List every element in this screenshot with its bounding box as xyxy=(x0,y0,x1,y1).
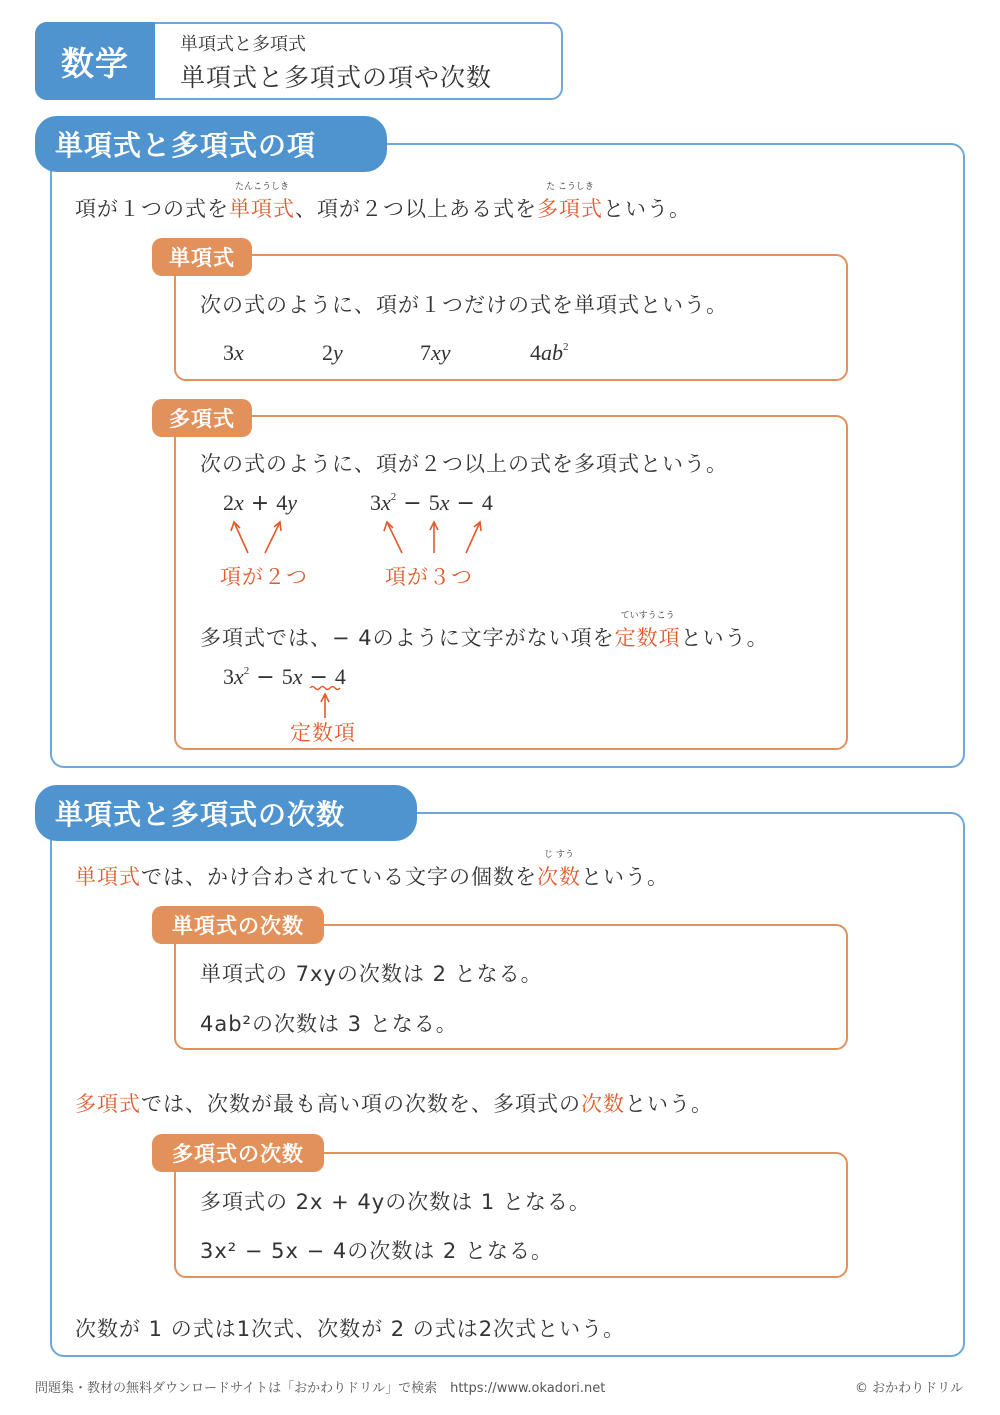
polynomial-degree-line-2: 3x² − 5x − 4の次数は 2 となる。 xyxy=(200,1239,553,1263)
section-degree-intro: 単項式では、かけ合わされている文字の個数を じ すう 次数という。 xyxy=(75,850,669,889)
monomial-tab: 単項式 xyxy=(152,238,252,276)
constant-term-text: 多項式では、− 4のように文字がない項を ていすうこう 定数項という。 xyxy=(200,611,769,650)
monomial-degree-tab: 単項式の次数 xyxy=(152,906,324,944)
footer-note: 問題集・教材の無料ダウンロードサイトは「おかわりドリル」で検索 https://www.okadori.net xyxy=(35,1381,606,1396)
constant-term-label: 定数項 xyxy=(290,721,356,745)
term-count-label-1: 項が２つ xyxy=(220,565,308,589)
constant-term-expr: $3x^2 - 5x - 4$ xyxy=(223,664,346,690)
polynomial-degree-line-1: 多項式の 2x + 4yの次数は 1 となる。 xyxy=(200,1190,591,1214)
monomial-example-3: 7xy xyxy=(420,340,451,365)
monomial-text: 次の式のように、項が１つだけの式を単項式という。 xyxy=(200,293,728,317)
monomial-example-1: 3x xyxy=(223,340,244,365)
section-terms-intro: 項が１つの式を たんこうしき 単項式、項が２つ以上ある式を た こうしき 多項式という。 xyxy=(75,182,691,221)
section-terms-tab: 単項式と多項式の項 xyxy=(35,116,387,172)
monomial-example-2: 2y xyxy=(322,340,343,365)
polynomial-degree-intro: 多項式では、次数が最も高い項の次数を、多項式の次数という。 xyxy=(75,1092,713,1116)
section-degree-tab: 単項式と多項式の次数 xyxy=(35,785,417,841)
polynomial-expr-1: 2x + 4y xyxy=(223,490,297,516)
polynomial-expr-2: $3x^2 - 5x - 4$ xyxy=(370,490,493,516)
monomial-degree-line-1: 単項式の 7xyの次数は 2 となる。 xyxy=(200,962,543,986)
degree-summary: 次数が 1 の式は1次式、次数が 2 の式は2次式という。 xyxy=(75,1317,626,1341)
footer-copyright: © おかわりドリル xyxy=(855,1381,964,1396)
term-count-label-2: 項が３つ xyxy=(385,565,473,589)
monomial-degree-line-2: 4ab²の次数は 3 となる。 xyxy=(200,1012,458,1036)
header-subtitle: 単項式と多項式 xyxy=(180,34,306,55)
page-title: 単項式と多項式の項や次数 xyxy=(180,63,493,92)
monomial-example-4: $4ab^2$ xyxy=(530,340,569,365)
polynomial-degree-tab: 多項式の次数 xyxy=(152,1134,324,1172)
subject-badge: 数学 xyxy=(35,22,155,100)
polynomial-text: 次の式のように、項が２つ以上の式を多項式という。 xyxy=(200,452,728,476)
polynomial-tab: 多項式 xyxy=(152,399,252,437)
